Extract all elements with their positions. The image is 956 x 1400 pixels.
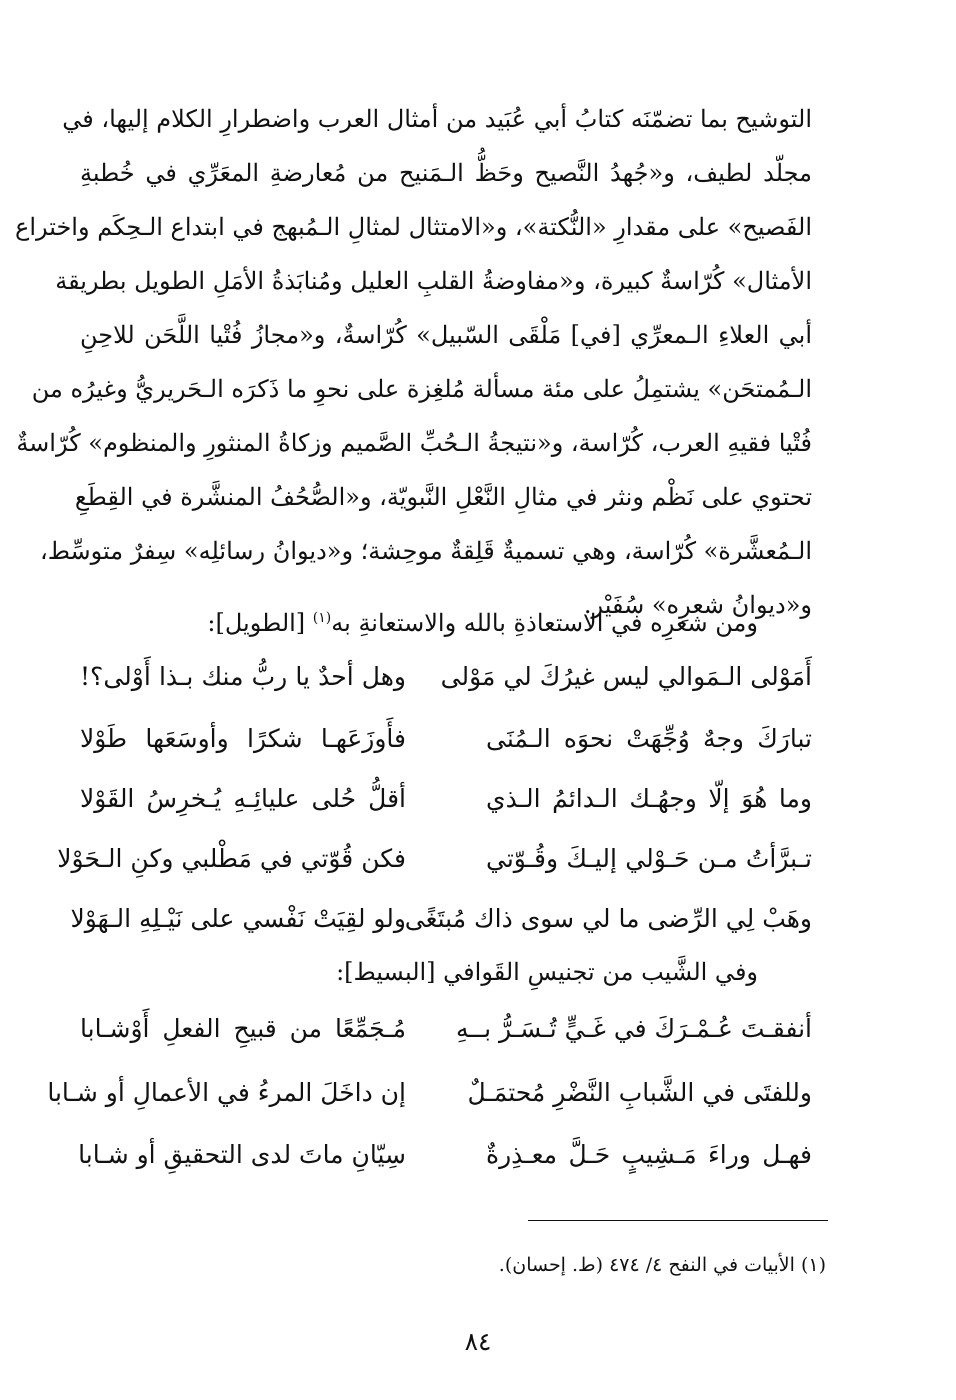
prose-line: تحتوي على نَظْم ونثر في مثالِ النَّعْلِ النَّبويّة، و«الصُّحُفُ المنشَّرة في القِطَعِ: [74, 483, 812, 511]
verse-first-hemistich: فهـل وراءَ مَـشِيبٍ حَـلَّ معـذِرةٌ: [486, 1140, 812, 1169]
verse: [80, 774, 812, 824]
prose-line: الـمُعشَّرة» كُرّاسة، وهي تسميةٌ قَلِقةٌ موحِشة؛ و«ديوانُ رسائلِه» سِفرٌ متوسِّط،: [40, 537, 812, 565]
verse-first-hemistich: تبارَكَ وجهٌ وُجِّهَتْ نحوَه الـمُنَى: [486, 724, 812, 753]
verse-second-hemistich: سِيّانِ ماتَ لدى التحقيقِ أو شـابا: [78, 1140, 406, 1169]
poem-2-intro: وفي الشَّيب من تجنيسِ القَوافي [البسيط]:: [336, 958, 758, 986]
verse-second-hemistich: ولو لقِيَتْ نَفْسي على نَيْـلِهِ الـهَوْلا: [70, 904, 406, 933]
verse-second-hemistich: فكن قُوّتي في مَطْلبي وكنِ الـحَوْلا: [57, 844, 406, 873]
verse: [70, 894, 812, 944]
verse-second-hemistich: إن داخَلَ المرءُ في الأعمالِ أو شـابا: [47, 1078, 406, 1107]
verse-first-hemistich: وهَبْ لِي الرِّضى ما لي سوى ذاك مُبتَغًى: [404, 904, 812, 933]
verse-first-hemistich: وما هُوَ إلّا وجهُـك الـدائمُ الـذي: [486, 784, 812, 813]
verse-first-hemistich: تـبرَّأتُ مـن حَـوْلي إليـكَ وقُـوّتي: [486, 844, 812, 873]
prose-line: فُتْيا فقيهِ العرب، كُرّاسة، و«نتيجةُ الـحُبِّ الصَّميم وزكاةُ المنثورِ والمنظوم» كُرّاسةٌ: [16, 429, 812, 457]
prose-line: الفَصيح» على مقدارِ «النُّكتة»، و«الامتثال لمثالِ الـمُبهج في ابتداع الـحِكَم واختراع: [15, 213, 812, 241]
verse: [80, 714, 812, 764]
footnote-separator: [528, 1220, 828, 1221]
footnote-ref: (١): [312, 610, 332, 626]
verse-first-hemistich: أنفقـتَ عُـمْـرَكَ في غَـيٍّ تُـسَـرُّ بــهِ: [456, 1014, 812, 1043]
poem-1-intro-text: ومن شعرِه في الاستعاذةِ بالله والاستعانةِ به: [331, 609, 758, 637]
prose-line: التوشيح بما تضمّنَه كتابُ أبي عُبَيد من أمثال العرب واضطرارِ الكلام إليها، في: [62, 105, 812, 133]
verse: [80, 1004, 812, 1054]
verse: [80, 1130, 812, 1180]
verse-second-hemistich: أقلُّ حُلى عليائِـهِ يُـخرِسُ القَوْلا: [80, 784, 406, 813]
prose-line: أبي العلاءِ الـمعرِّي [في] مَلْقَى السّبيل» كُرّاسةٌ، و«مجازُ فُتْيا اللَّحَن للاحِنِ: [80, 321, 812, 349]
prose-line: و«ديوانُ شعرِه» سُفَيْر.: [583, 591, 812, 619]
verse: [47, 1068, 812, 1118]
page-number: ٨٤: [464, 1327, 492, 1356]
verse: [57, 834, 812, 884]
verse-first-hemistich: وللفتَى في الشَّبابِ النَّضْرِ مُحتمَـلٌ: [467, 1078, 812, 1107]
prose-line: مجلّد لطيف، و«جُهدُ النَّصيح وحَظُّ الـمَنيح من مُعارضةِ المعَرِّي في خُطبةِ: [80, 159, 812, 187]
prose-paragraph: [15, 92, 812, 632]
verse-second-hemistich: مُـجَمِّعًا من قبيحِ الفعلِ أَوْشـابا: [80, 1014, 406, 1043]
footnote: (١) الأبيات في النفح ٤/ ٤٧٤ (ط. إحسان).: [498, 1254, 826, 1276]
prose-line: الـمُمتحَن» يشتمِلُ على مئة مسألة مُلغِزة على نحوِ ما ذَكرَه الـحَريريُّ وغيرُه من: [31, 375, 812, 403]
poem-1-meter: [الطويل]:: [207, 609, 313, 637]
prose-line: الأمثال» كُرّاسةٌ كبيرة، و«مفاوضةُ القلبِ العليل ومُنابَذةُ الأمَلِ الطويل بطريقة: [55, 267, 812, 295]
verse-second-hemistich: وهل أحدٌ يا ربُّ منك بـذا أَوْلى؟!: [80, 662, 406, 691]
verse-second-hemistich: فأَوزَعَهـا شكرًا وأوسَعَها طَوْلا: [80, 724, 406, 753]
poem-1-intro: [207, 598, 758, 643]
verse-first-hemistich: أَمَوْلى الـمَوالي ليس غيرُكَ لي مَوْلى: [440, 662, 812, 691]
verse: [80, 652, 812, 702]
